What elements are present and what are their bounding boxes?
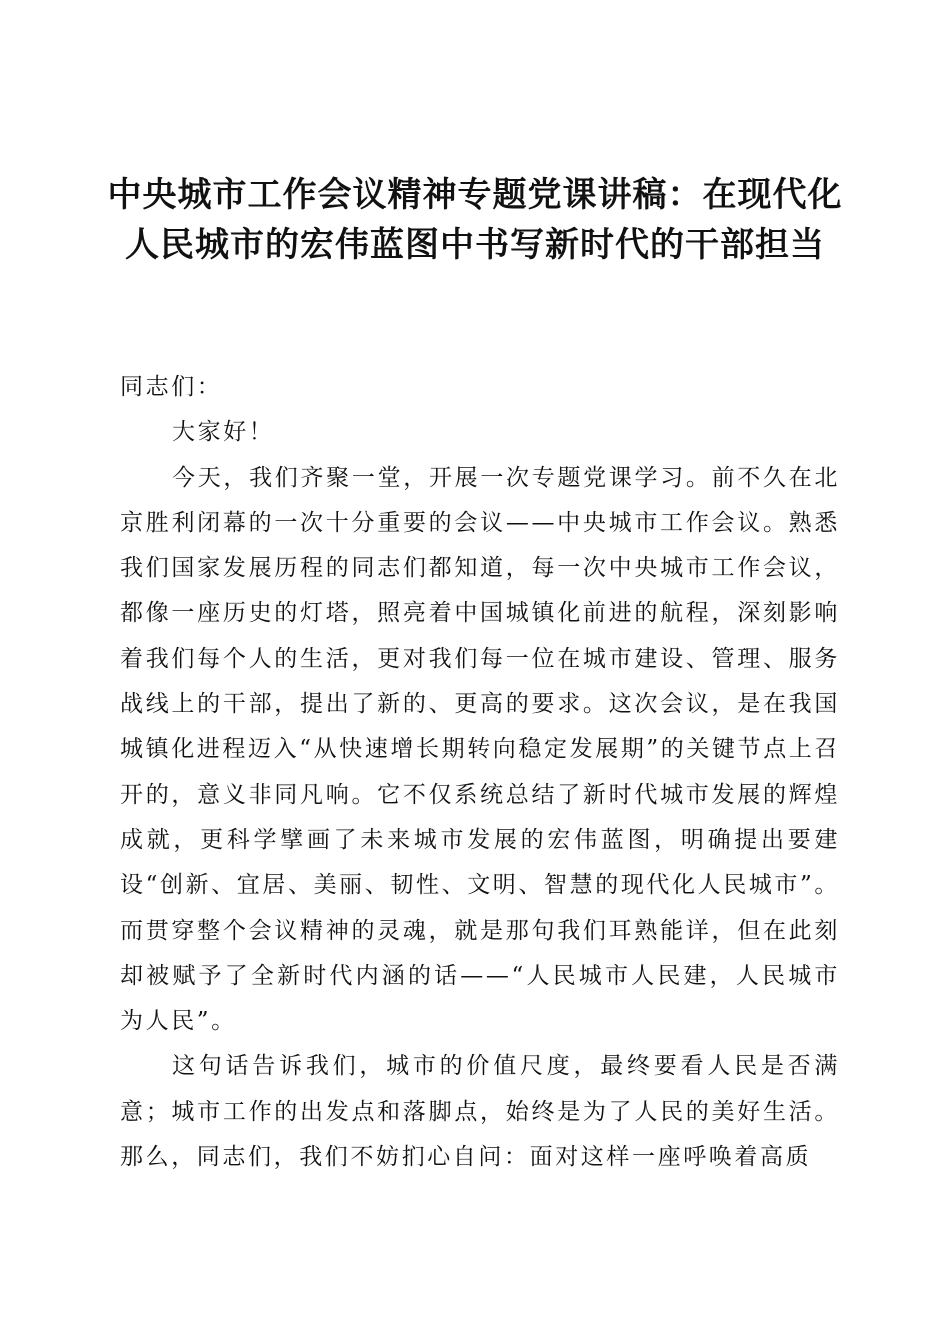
- paragraph: 这句话告诉我们，城市的价值尺度，最终要看人民是否满意；城市工作的出发点和落脚点，始终是为了人民的美好生活。那么，同志们，我们不妨扪心自问：面对这样一座呼唤着高质: [120, 1053, 840, 1171]
- salutation: 同志们：: [120, 374, 223, 400]
- document-body: [120, 365, 840, 1180]
- paragraph: 今天，我们齐聚一堂，开展一次专题党课学习。前不久在北京胜利闭幕的一次十分重要的会议——中央城市工作会议。熟悉我们国家发展历程的同志们都知道，每一次中央城市工作会议，都像一座历史的灯塔，照亮着中国城镇化前进的航程，深刻影响着我们每个人的生活，更对我们每一位在城市建设、管理、服务战线上的干部，提出了新的、更高的要求。这次会议，是在我国城镇化进程迈入“从快速增长期转向稳定发展期”的关键节点上召开的，意义非同凡响。它不仅系统总结了新时代城市发展的辉煌成就，更科学擘画了未来城市发展的宏伟蓝图，明确提出要建设“创新、宜居、美丽、韧性、文明、智慧的现代化人民城市”。而贯穿整个会议精神的灵魂，就是那句我们耳熟能详，但在此刻却被赋予了全新时代内涵的话——“人民城市人民建，人民城市为人民”。: [120, 464, 840, 1035]
- greeting: 大家好！: [172, 419, 275, 446]
- document-title: 中央城市工作会议精神专题党课讲稿：在现代化人民城市的宏伟蓝图中书写新时代的干部担当: [107, 175, 843, 265]
